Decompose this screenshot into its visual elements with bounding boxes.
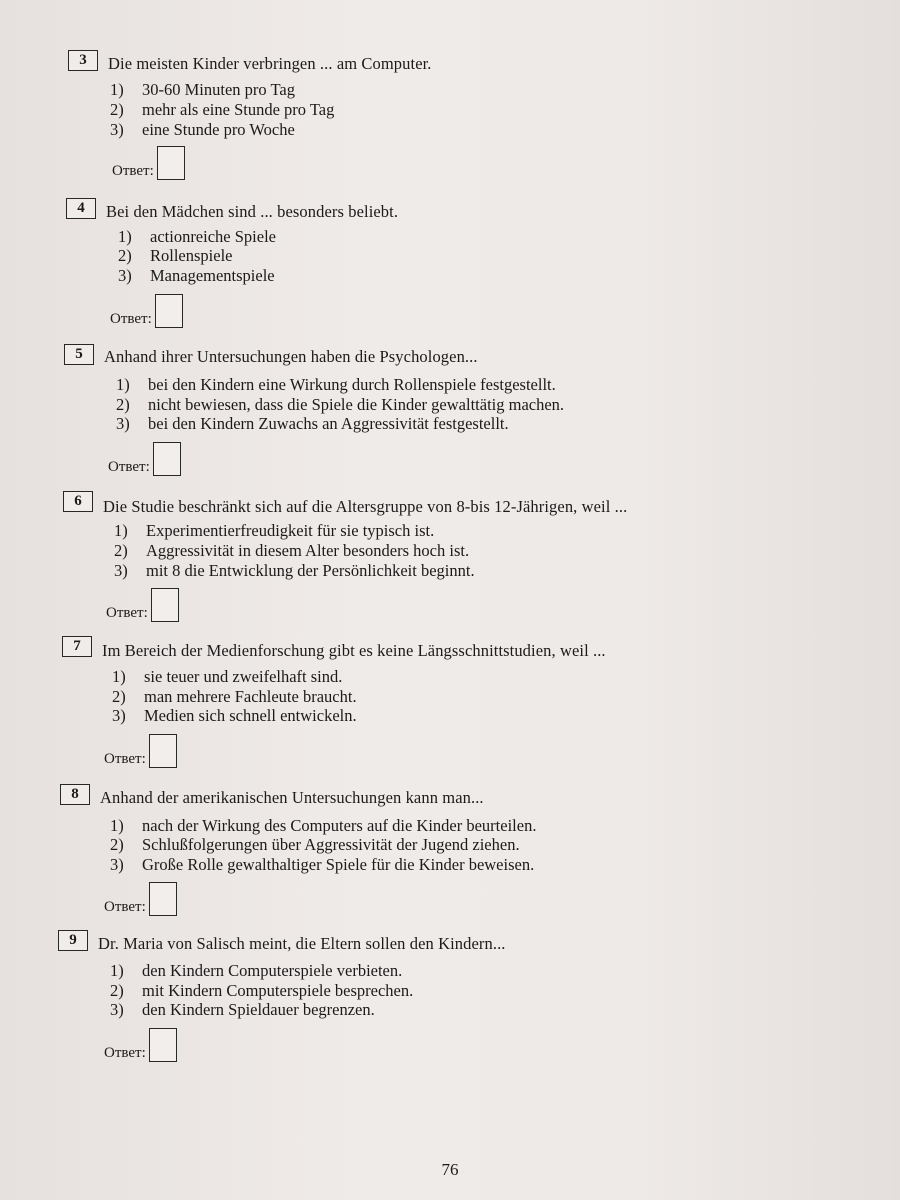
option-text: nicht bewiesen, dass die Spiele die Kinder gewalttätig machen. [148,395,565,414]
option-number: 1) [112,667,126,686]
option-2 [116,395,564,415]
answer-box[interactable] [157,146,185,180]
option-2 [114,541,469,561]
question-number: 9 [58,930,88,951]
option-text: sie teuer und zweifelhaft sind. [144,667,343,686]
option-number: 3) [110,855,124,874]
answer-row [108,442,181,476]
option-number: 1) [110,816,124,835]
option-number: 2) [116,395,130,414]
question-text: Dr. Maria von Salisch meint, die Eltern sollen den Kindern... [98,934,506,953]
option-text: mehr als eine Stunde pro Tag [142,100,335,119]
option-text: bei den Kindern eine Wirkung durch Rollenspiele festgestellt. [148,375,556,394]
answer-box[interactable] [151,588,179,622]
question-number: 7 [62,636,92,657]
option-text: den Kindern Spieldauer begrenzen. [142,1000,375,1019]
option-1 [110,961,402,981]
option-number: 3) [110,120,124,139]
option-3 [110,1000,375,1020]
answer-box[interactable] [153,442,181,476]
option-text: Aggressivität in diesem Alter besonders hoch ist. [146,541,470,560]
option-text: Rollenspiele [150,246,233,265]
option-number: 1) [110,80,124,99]
question-text: Bei den Mädchen sind ... besonders beliebt. [106,202,399,221]
option-text: man mehrere Fachleute braucht. [144,687,357,706]
option-number: 2) [118,246,132,265]
question-number: 4 [66,198,96,219]
answer-label: Ответ: [110,311,152,327]
option-3 [116,414,509,434]
option-1 [110,816,536,836]
option-1 [112,667,342,687]
option-number: 1) [116,375,130,394]
question-number: 3 [68,50,98,71]
option-3 [114,561,475,581]
option-text: 30-60 Minuten pro Tag [142,80,295,99]
question-text: Anhand der amerikanischen Untersuchungen kann man... [100,788,484,807]
answer-row [110,294,183,328]
question-number: 6 [63,491,93,512]
option-text: mit Kindern Computerspiele besprechen. [142,981,414,1000]
answer-label: Ответ: [104,751,146,767]
answer-row [106,588,179,622]
question-text: Anhand ihrer Untersuchungen haben die Psychologen... [104,347,478,366]
option-text: Schlußfolgerungen über Aggressivität der Jugend ziehen. [142,835,520,854]
option-text: Große Rolle gewalthaltiger Spiele für die Kinder beweisen. [142,855,535,874]
option-text: nach der Wirkung des Computers auf die Kinder beurteilen. [142,816,537,835]
question-text: Die meisten Kinder verbringen ... am Computer. [108,54,432,73]
answer-label: Ответ: [104,899,146,915]
option-number: 2) [110,835,124,854]
option-2 [110,981,413,1001]
option-number: 3) [118,266,132,285]
option-number: 3) [114,561,128,580]
answer-label: Ответ: [112,163,154,179]
question-text: Im Bereich der Medienforschung gibt es keine Längsschnittstudien, weil ... [102,641,606,660]
option-number: 2) [110,100,124,119]
answer-row [104,882,177,916]
option-number: 3) [112,706,126,725]
answer-box[interactable] [149,882,177,916]
option-text: Experimentierfreudigkeit für sie typisch ist. [146,521,435,540]
option-2 [110,100,334,120]
option-number: 2) [112,687,126,706]
option-text: mit 8 die Entwicklung der Persönlichkeit beginnt. [146,561,475,580]
option-number: 2) [110,981,124,1000]
option-2 [112,687,357,707]
option-1 [118,227,276,247]
option-text: eine Stunde pro Woche [142,120,295,139]
option-1 [114,521,434,541]
answer-row [112,146,185,180]
option-3 [112,706,357,726]
option-number: 1) [114,521,128,540]
question-number: 8 [60,784,90,805]
option-text: den Kindern Computerspiele verbieten. [142,961,403,980]
option-text: bei den Kindern Zuwachs an Aggressivität festgestellt. [148,414,509,433]
option-2 [118,246,232,266]
answer-box[interactable] [155,294,183,328]
option-text: Managementspiele [150,266,275,285]
option-number: 1) [110,961,124,980]
answer-label: Ответ: [104,1045,146,1061]
option-number: 1) [118,227,132,246]
answer-label: Ответ: [106,605,148,621]
option-number: 3) [110,1000,124,1019]
option-text: actionreiche Spiele [150,227,276,246]
answer-box[interactable] [149,734,177,768]
option-number: 2) [114,541,128,560]
question-number: 5 [64,344,94,365]
option-text: Medien sich schnell entwickeln. [144,706,357,725]
option-number: 3) [116,414,130,433]
option-3 [110,855,534,875]
option-1 [116,375,556,395]
option-2 [110,835,520,855]
question-text: Die Studie beschränkt sich auf die Altersgruppe von 8-bis 12-Jährigen, weil ... [103,497,628,516]
page-number: 76 [441,1160,459,1179]
answer-row [104,734,177,768]
option-1 [110,80,295,100]
answer-label: Ответ: [108,459,150,475]
option-3 [110,120,295,140]
answer-row [104,1028,177,1062]
option-3 [118,266,275,286]
answer-box[interactable] [149,1028,177,1062]
